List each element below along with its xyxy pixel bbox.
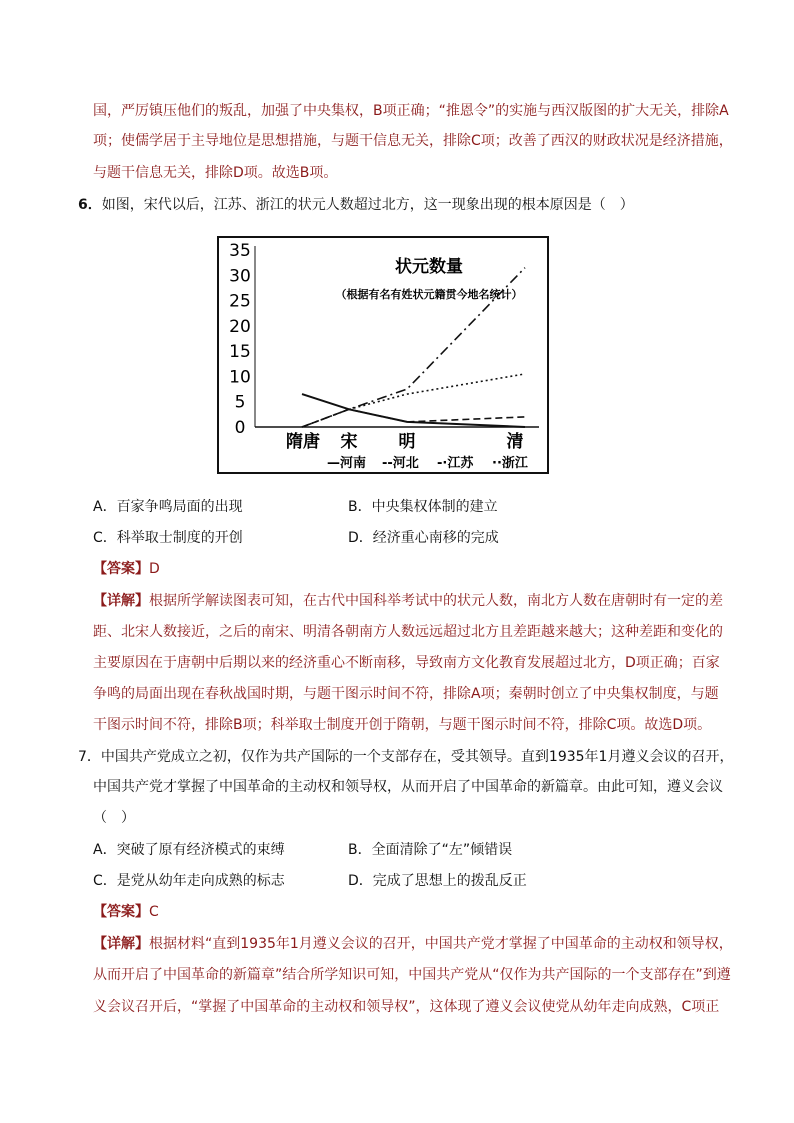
q6-detail-line-2: 距、北宋人数接近，之后的南宋、明清各朝南方人数远远超过北方且差距越来越大；这种差距和变化的 (93, 624, 723, 640)
q7-stem-line-1 (78, 747, 734, 767)
q7-option-d[interactable]: D．完成了思想上的拨乱反正 (348, 873, 527, 889)
x-category-label: 清 (506, 432, 524, 452)
y-tick-label: 5 (234, 392, 246, 413)
q7-option-a[interactable]: A．突破了原有经济模式的束缚 (93, 842, 285, 858)
x-category-label: 宋 (340, 432, 358, 452)
q6-detail-line-4: 争鸣的局面出现在春秋战国时期，与题干图示时间不符，排除A项；秦朝时创立了中央集权制度，与题 (93, 686, 719, 702)
q6-option-b[interactable]: B．中央集权体制的建立 (348, 499, 498, 515)
q6-detail-text-1: 根据所学解读图表可知，在古代中国科举考试中的状元人数，南北方人数在唐朝时有一定的差 (149, 593, 723, 609)
q7-answer-tag: 【答案】 (93, 904, 149, 920)
prev-explanation-line-1: 国，严厉镇压他们的叛乱，加强了中央集权，B项正确；“推恩令”的实施与西汉版图的扩大无关，排除A (93, 103, 729, 119)
x-category-label: 隋唐 (286, 432, 320, 452)
q6-option-c[interactable]: C．科举取士制度的开创 (93, 530, 243, 546)
y-tick-label: 25 (229, 291, 251, 312)
chart-frame (218, 237, 548, 473)
q6-option-a[interactable]: A．百家争鸣局面的出现 (93, 499, 243, 515)
q7-detail-line-2: 从而开启了中国革命的新篇章”结合所学知识可知，中国共产党从“仅作为共产国际的一个支部存在”到遵 (93, 967, 731, 983)
legend-zhejiang: ··浙江 (492, 456, 528, 471)
q6-number: 6． (78, 197, 102, 213)
q7-detail-tag: 【详解】 (93, 936, 149, 952)
q6-answer-tag: 【答案】 (93, 561, 149, 577)
y-tick-label: 0 (234, 418, 246, 438)
y-tick-label: 35 (229, 241, 251, 261)
q7-answer-value: C (149, 904, 159, 920)
legend-hebei: --河北 (382, 456, 419, 471)
q6-answer (93, 559, 733, 579)
q6-stem-text: 如图，宋代以后，江苏、浙江的状元人数超过北方，这一现象出现的根本原因是（ ） (101, 197, 634, 213)
q6-stem (78, 195, 718, 215)
q6-detail-line-5: 干图示时间不符，排除B项；科举取士制度开创于隋朝，与题干图示时间不符，排除C项。故选D项。 (93, 717, 712, 733)
q7-detail-line-1 (93, 934, 733, 954)
q7-detail-text-1: 根据材料“直到1935年1月遵义会议的召开，中国共产党才掌握了中国革命的主动权和领导权， (149, 936, 733, 952)
legend-jiangsu: -·江苏 (437, 456, 474, 471)
q6-detail-line-3: 主要原因在于唐朝中后期以来的经济重心不断南移，导致南方文化教育发展超过北方，D项正确；百家 (93, 655, 720, 671)
zhuangyuan-chart (217, 236, 549, 474)
q7-detail-line-3: 义会议召开后，“掌握了中国革命的主动权和领导权”，这体现了遵义会议使党从幼年走向成熟，C项正 (93, 999, 720, 1015)
chart-title: 状元数量 (395, 257, 463, 277)
prev-explanation-line-3: 与题干信息无关，排除D项。故选B项。 (93, 165, 338, 181)
x-category-label: 明 (398, 432, 416, 452)
prev-explanation-line-2: 项；使儒学居于主导地位是思想措施，与题干信息无关，排除C项；改善了西汉的财政状况是经济措施， (93, 133, 733, 149)
q7-stem-line-2: 中国共产党才掌握了中国革命的主动权和领导权，从而开启了中国革命的新篇章。由此可知，遵义会议 (93, 779, 723, 795)
q7-stem-text-1: 中国共产党成立之初，仅作为共产国际的一个支部存在，受其领导。直到1935年1月遵义会议的召开， (100, 749, 734, 765)
legend-henan: —河南 (327, 456, 367, 471)
y-tick-label: 20 (229, 316, 251, 337)
q7-stem-line-3: （ ） (93, 810, 135, 826)
q7-option-b[interactable]: B．全面清除了“左”倾错误 (348, 842, 513, 858)
y-tick-label: 15 (229, 342, 251, 363)
q7-answer (93, 902, 733, 922)
q6-answer-value: D (149, 561, 160, 577)
q6-option-d[interactable]: D．经济重心南移的完成 (348, 530, 499, 546)
chart-subtitle: （根据有名有姓状元籍贯今地名统计） (335, 288, 523, 301)
q6-detail-tag: 【详解】 (93, 593, 149, 609)
y-tick-label: 30 (229, 266, 251, 287)
q7-option-c[interactable]: C．是党从幼年走向成熟的标志 (93, 873, 285, 889)
q6-detail-line-1 (93, 591, 733, 611)
q7-number: 7． (78, 749, 101, 765)
y-tick-label: 10 (229, 367, 251, 388)
